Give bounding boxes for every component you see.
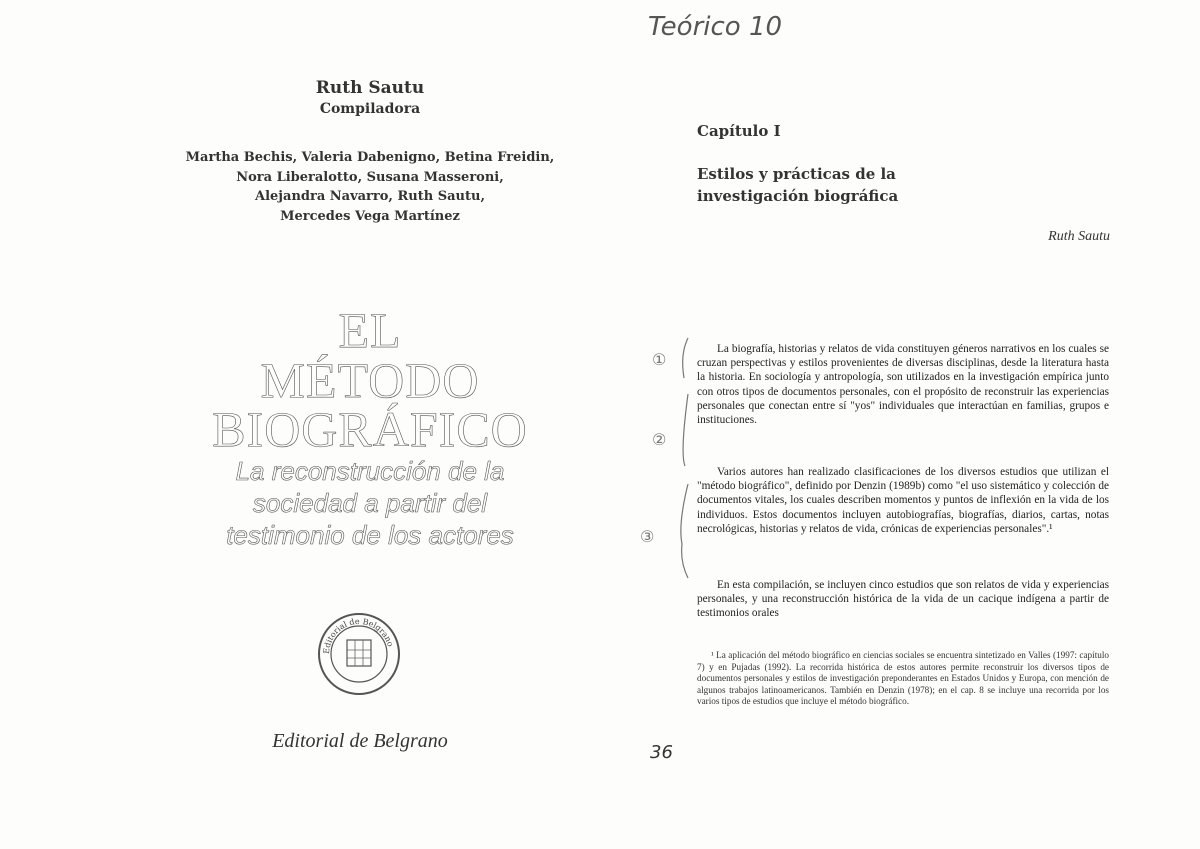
margin-mark: ② bbox=[652, 430, 667, 449]
book-title-line: BIOGRÁFICO bbox=[212, 401, 528, 457]
author-name: Ruth Sautu bbox=[315, 78, 425, 98]
chapter-byline: Ruth Sautu bbox=[1048, 229, 1110, 244]
footnote: ¹ La aplicación del método biográfico en ciencias sociales se encuentra sintetizado en Valles (1997: capítulo 7) y en Pujadas (1992). La recorrida histórica de estos autores permite reconstruir los diversos tipos de documentos personales y estilos de investigación preponderantes en Estados Unidos y Europa, con mención de algunos trabajos latinoamericanos. También en Denzin (1978); en el cap. 8 se incluye una recorrida por los varios tipos de estudios que incluye el método biográfico. bbox=[697, 650, 1109, 707]
chapter-title bbox=[697, 163, 957, 207]
contributors bbox=[140, 148, 600, 226]
subtitle-line: La reconstrucción de la bbox=[235, 456, 505, 486]
book-title-line: EL bbox=[338, 302, 402, 358]
book-title-line: MÉTODO bbox=[260, 352, 480, 408]
seal-text: Editorial de Belgrano bbox=[321, 616, 395, 655]
chapter-label: Capítulo I bbox=[697, 122, 781, 140]
contributors-line: Nora Liberalotto, Susana Masseroni, bbox=[236, 169, 504, 185]
publisher-name: Editorial de Belgrano bbox=[272, 730, 448, 752]
body-paragraph: La biografía, historias y relatos de vida constituyen géneros narrativos en los cuales se cruzan perspectivas y estilos provenientes de diversas disciplinas, desde la literatura hasta la historia. En sociología y antropología, son utilizados en la investigación empírica junto con otros tipos de documentos personales, con el propósito de reconstruir las experiencias personales que conectan entre sí "yos" individuales que interactúan en familias, grupos e instituciones. bbox=[697, 343, 1109, 427]
publisher-seal-logo bbox=[315, 610, 403, 698]
margin-mark: ① bbox=[652, 350, 667, 369]
page-number: 36 bbox=[650, 742, 673, 763]
contributors-line: Mercedes Vega Martínez bbox=[280, 208, 460, 224]
author-role: Compiladora bbox=[319, 101, 421, 117]
subtitle-line: sociedad a partir del bbox=[252, 488, 488, 518]
body-paragraph: Varios autores han realizado clasificaciones de los diversos estudios que utilizan el "método biográfico", definido por Denzin (1989b) como "el uso sistemático y colección de documentos vitales, los cuales describen momentos y puntos de inflexión en la vida de los individuos. Estos documentos incluyen autobiografías, biografías, diarios, cartas, notas necrológicas, historias y relatos de vida, crónicas de experiencias personales".¹ bbox=[697, 466, 1109, 535]
body-paragraph: En esta compilación, se incluyen cinco estudios que son relatos de vida y experiencias personales, y una reconstrucción histórica de la vida de un cacique indígena a partir de testimonios orales bbox=[697, 579, 1109, 620]
book-subtitle bbox=[160, 455, 580, 551]
chapter-title-line: Estilos y prácticas de la bbox=[697, 165, 896, 183]
subtitle-line: testimonio de los actores bbox=[226, 520, 514, 550]
margin-mark: ③ bbox=[640, 527, 655, 546]
margin-brace-lines bbox=[676, 334, 696, 584]
contributors-line: Alejandra Navarro, Ruth Sautu, bbox=[255, 189, 485, 204]
contributors-line: Martha Bechis, Valeria Dabenigno, Betina Freidin, bbox=[185, 150, 555, 165]
chapter-title-line: investigación biográfica bbox=[697, 187, 899, 205]
handwritten-note: Teórico 10 bbox=[648, 12, 783, 42]
